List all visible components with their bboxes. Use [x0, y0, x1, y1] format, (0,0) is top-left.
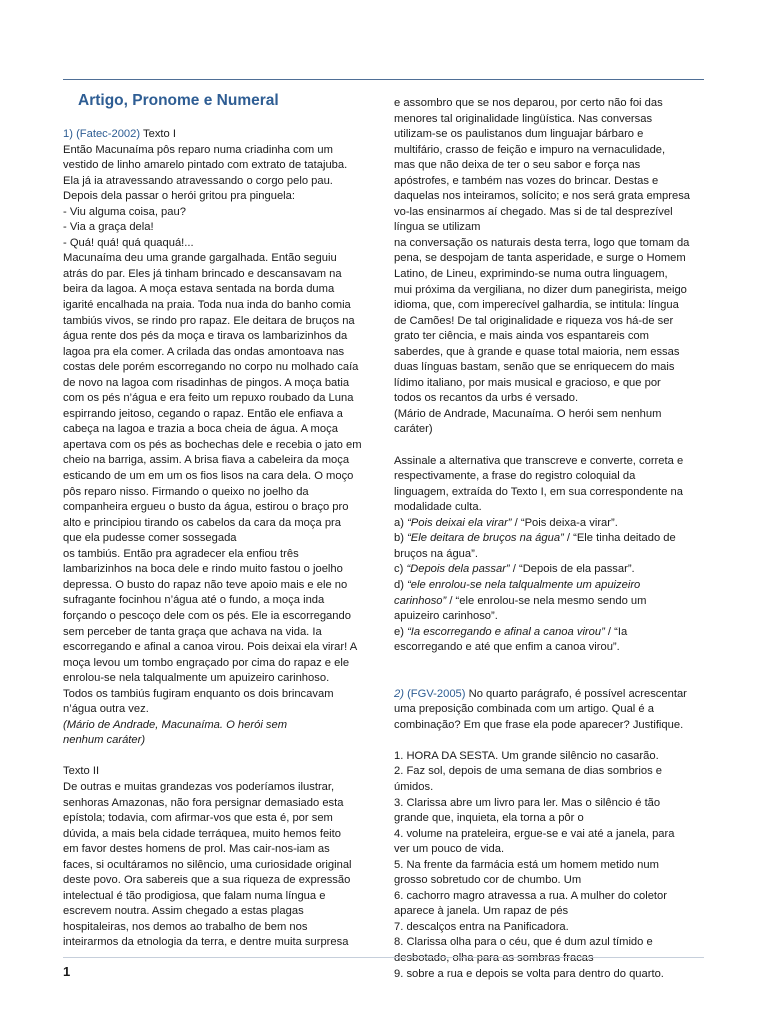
text-line: que ela pudesse comer sossegada	[63, 532, 237, 545]
text-line: De outras e muitas grandezas vos poderíamos ilustrar,	[63, 780, 335, 793]
text-line: esticando de um em um os fios lisos na cara dela. O moço	[63, 470, 354, 483]
prompt-line: combinação? Em que frase ela pode aparecer? Justifique.	[394, 718, 684, 731]
text-line: Macunaíma deu uma grande gargalhada. Então seguiu	[63, 252, 337, 265]
text-line: cheio na barriga, assim. A brisa fiava a cabeleira da moça	[63, 454, 350, 467]
text-line: Então Macunaíma pôs reparo numa criadinha com um	[63, 143, 333, 156]
text-2-body	[63, 780, 373, 951]
option-e-cont: escorregando e até que enfim a canoa virou”.	[394, 641, 620, 654]
text-line: igarité encalhada na praia. Toda nua inda do banho comia	[63, 299, 351, 312]
text-line: 2. Faz sol, depois de uma semana de dias sombrios e	[394, 765, 663, 778]
page-title: Artigo, Pronome e Numeral	[78, 92, 279, 109]
text-1-body	[63, 143, 373, 718]
text-line: 8. Clarissa olha para o céu, que é dum azul tímido e	[394, 936, 653, 949]
text-line: senhoras Amazonas, não fora persignar demasiado esta	[63, 796, 344, 809]
text-line: úmidos.	[394, 780, 434, 793]
text-line: lambarizinhos na boca dele e rindo muito fastou o joelho	[63, 563, 343, 576]
text-line: Latino, de Lineu, exprimindo-se numa outra linguagem,	[394, 268, 668, 281]
text-line: daquelas nos inteiramos, solícito; e nos será grata empresa	[394, 190, 691, 203]
prompt-line: respectivamente, a frase do registro coloquial da	[394, 470, 636, 483]
option-d-cont-2: apuizeiro carinhoso”.	[394, 610, 498, 623]
text-1-label: Texto I	[143, 128, 176, 140]
text-line: escorregando e afinal a canoa virou. Pois deixai ela virar! A	[63, 641, 358, 654]
question-2-number: 2)	[394, 687, 404, 700]
text-line: inteirarmos da etnologia da terra, e dentre muita surpresa	[63, 936, 349, 949]
option-d: d) “ele enrolou-se nela talqualmente um apuizeiro	[394, 578, 641, 591]
option-d-cont: carinhoso” / “ele enrolou-se nela mesmo sendo um	[394, 594, 647, 607]
text-line: ver um pouco de vida.	[394, 843, 505, 856]
prompt-line: modalidade culta.	[394, 501, 482, 514]
text-line: na conversação os naturais desta terra, logo que tomam da	[394, 236, 690, 249]
question-1-source: (Fatec-2002)	[76, 128, 141, 140]
text-2-body-cont	[394, 96, 709, 438]
option-a: a) “Pois deixai ela virar” / “Pois deixa-a virar”.	[394, 516, 618, 529]
text-line: menores tal originalidade lingüística. Nas conversas	[394, 112, 653, 125]
header-rule	[63, 79, 704, 80]
text-line: - Quá! quá! quá quaquá!...	[63, 236, 194, 249]
text-line: faces, si ocultáramos no silêncio, uma curiosidade original	[63, 858, 352, 871]
text-line: água rente dos pés da moça e tirava os lambarizinhos da	[63, 330, 348, 343]
text-line: vestido de linho amarelo pintado com extrato de tatajuba.	[63, 159, 348, 172]
text-line: mas que não deixa de ter o seu sabor e força nas	[394, 159, 641, 172]
text-1-source: (Mário de Andrade, Macunaíma. O herói sem	[63, 718, 288, 731]
option-e: e) “Ia escorregando e afinal a canoa virou” / “Ia	[394, 625, 628, 638]
text-line: 1. HORA DA SESTA. Um grande silêncio no casarão.	[394, 749, 659, 762]
text-line: 7. descalços entra na Panificadora.	[394, 920, 569, 933]
text-line: pôs reparo nisso. Firmando o queixo no joelho da	[63, 485, 309, 498]
text-line: grosso sobretudo cor de chumbo. Um	[394, 874, 582, 887]
text-line: espirrando jeitoso, cegando o rapaz. Então ele enfiava a	[63, 407, 343, 420]
text-line: 3. Clarissa abre um livro para ler. Mas o silêncio é tão	[394, 796, 661, 809]
question-2-prompt	[394, 702, 709, 733]
text-line: vo-las ensinarmos aí chegado. Mas si de tal desprezível	[394, 205, 673, 218]
text-line: sem perceber de tanta graça que achava na vida. Ia	[63, 625, 322, 638]
text-line: (Mário de Andrade, Macunaíma. O herói sem nenhum	[394, 407, 662, 420]
text-line: apertava com os pés as bochechas dele e recebia o jato em	[63, 438, 362, 451]
text-line: duas línguas bastam, senão que se enriquecem do mais	[394, 361, 675, 374]
text-line: 6. cachorro magro atravessa a rua. A mulher do coletor	[394, 889, 667, 902]
text-line: em favor destes homens de prol. Mas cair-nos-iam as	[63, 843, 330, 856]
text-line: 4. volume na prateleira, ergue-se e vai até a janela, para	[394, 827, 675, 840]
text-line: de Camões! De tal originalidade e riqueza vos há-de ser	[394, 314, 674, 327]
text-line: atrás do par. Eles já tinham brincado e descansavam na	[63, 267, 342, 280]
text-line: alto e principiou tirando os cabelos da cara da moça pra	[63, 516, 341, 529]
right-column	[394, 96, 709, 982]
text-line: pena, se despojam de tanta asperidade, e surge o Homem	[394, 252, 686, 265]
text-line: escrevem noutra. Assim chegado a estas plagas	[63, 905, 304, 918]
text-line: cabeça na lagoa e trazia a boca cheia de água. A moça	[63, 423, 338, 436]
text-line: depressa. O busto do rapaz não teve apoio mais e ele no	[63, 578, 348, 591]
text-line: dúvida, a mais bela cidade terráquea, muito hemos feito	[63, 827, 341, 840]
text-line: intelectual é tão prodigiosa, que falam numa língua e	[63, 889, 326, 902]
text-line: caráter)	[394, 423, 433, 436]
question-2-header: 2) (FGV-2005) No quarto parágrafo, é possível acrescentar	[394, 687, 687, 700]
text-line: lagoa pra ela comer. A crilada das ondas amontoava nas	[63, 345, 345, 358]
text-line: Depois dela passar o herói gritou pra pinguela:	[63, 190, 295, 203]
text-line: deste povo. Ora sabereis que a sua riqueza de expressão	[63, 874, 351, 887]
left-column	[63, 127, 373, 951]
question-1-header	[63, 127, 373, 143]
prompt-line: linguagem, extraída do Texto I, em sua correspondente na	[394, 485, 683, 498]
text-line: grande que, inquieta, ela torna a pôr o	[394, 812, 584, 825]
text-line: língua se utilizam	[394, 221, 481, 234]
text-line: hospitaleiras, nos demos ao trabalho de bem nos	[63, 920, 308, 933]
option-b: b) “Ele deitara de bruços na água” / “Ele tinha deitado de	[394, 532, 676, 545]
page-number: 1	[63, 964, 71, 979]
prompt-line: Assinale a alternativa que transcreve e converte, correta e	[394, 454, 684, 467]
text-line: aparece à janela. Um rapaz de pés	[394, 905, 569, 918]
text-line: sufragante focinhou n’água até o fundo, a moça inda	[63, 594, 325, 607]
question-1-number: 1)	[63, 128, 73, 140]
text-line: forçando o pescoço dele com os pés. Ele ia escorregando	[63, 609, 351, 622]
text-line: epístola; todavia, com afirmar-vos que esta é, por sem	[63, 812, 333, 825]
text-line: multifário, crasso de feição e impuro na vernaculidade,	[394, 143, 666, 156]
question-2-source: (FGV-2005)	[407, 687, 466, 700]
text-line: enrolou-se nela talqualmente um apuizeiro carinhoso.	[63, 672, 330, 685]
text-line: lídimo italiano, por mais musical e gracioso, e que por	[394, 376, 661, 389]
text-line: Ela já ia atravessando atravessando o corgo pelo pau.	[63, 174, 333, 187]
option-c: c) “Depois dela passar” / “Depois de ela passar”.	[394, 563, 635, 576]
question-2-text	[394, 749, 709, 982]
text-line: e assombro que se nos deparou, por certo não foi das	[394, 97, 663, 109]
question-1-prompt	[394, 454, 709, 516]
text-line: grato ter ciência, e mais ainda vos espantareis com	[394, 330, 649, 343]
text-line: costas dele porém escorregando no corpo nu molhado caía	[63, 361, 359, 374]
text-line: 9. sobre a rua e depois se volta para dentro do quarto.	[394, 967, 664, 980]
text-line: companheira ergueu o busto da água, estirou o braço pro	[63, 501, 349, 514]
text-line: mui próxima da vergiliana, no dizer dum panegirista, meigo	[394, 283, 687, 296]
text-line: - Viu alguma coisa, pau?	[63, 205, 186, 218]
text-line: os tambiús. Então pra agradecer ela enfiou três	[63, 547, 299, 560]
text-line: Todos os tambiús fugiram enquanto os dois brincavam	[63, 687, 334, 700]
text-line: n’água outra vez.	[63, 703, 149, 716]
text-line: com os pés n’água e era feito um repuxo roubado da Luna	[63, 392, 354, 405]
option-b-cont: bruços na água”.	[394, 547, 478, 560]
text-2-label: Texto II	[63, 765, 100, 778]
text-line: - Via a graça dela!	[63, 221, 154, 234]
text-line: tambiús vivos, se rindo pro rapaz. Ele deitara de bruços na	[63, 314, 355, 327]
text-line: idioma, que, com imperecível galhardia, se intitula: língua	[394, 299, 679, 312]
text-line: saberdes, que à grande e quase total maioria, nem essas	[394, 345, 680, 358]
text-line: todos os recantos da urbs é versado.	[394, 392, 579, 405]
text-line: 5. Na frente da farmácia está um homem metido num	[394, 858, 659, 871]
prompt-line: uma preposição combinada com um artigo. Qual é a	[394, 703, 654, 716]
text-line: moça levou um tombo engraçado por cima do rapaz e ele	[63, 656, 350, 669]
text-line: beira da lagoa. A moça estava sentada na borda duma	[63, 283, 335, 296]
text-line: apóstrofes, e também nas vozes do brincar. Destas e	[394, 174, 659, 187]
text-line: utilizam-se os paulistanos dum linguajar bárbaro e	[394, 128, 644, 141]
text-line: desbotado, olha para as sombras fracas	[394, 951, 594, 964]
footer-rule	[63, 957, 704, 958]
text-line: de novo na lagoa com risadinhas de pingos. A moça batia	[63, 376, 350, 389]
text-1-source-cont: nenhum caráter)	[63, 734, 146, 747]
